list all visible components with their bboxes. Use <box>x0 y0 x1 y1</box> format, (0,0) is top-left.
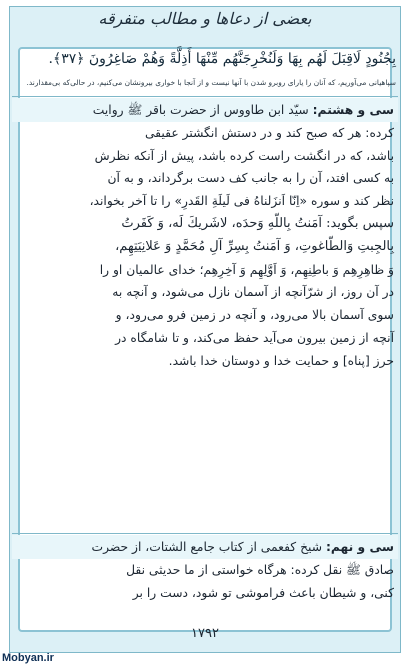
section-39-line: سی و نهم: شیخ کفعمی از کتاب جامع الشتات، از حضرت <box>91 540 394 554</box>
section-39-label: سی و نهم: <box>325 540 394 554</box>
section-38-line: آنچه از زمین بیرون می‌آید حفظ می‌کند، و تا شامگاه در <box>115 330 394 345</box>
section-38 <box>16 99 394 373</box>
section-38-line: حرز [پناه] و حمایت خدا و دوستان خدا باشد. <box>168 353 394 368</box>
site-watermark: Mobyan.ir <box>2 652 54 664</box>
page-header-title: بعضی از دعاها و مطالب متفرقه <box>98 9 312 28</box>
verse-translation: سپاهیانی می‌آوریم، که آنان را یارای روبرو شدن با آنها نیست و از آنجا با خواری بیرونشان می‌کنیم، در حالی‌که بی‌مقدارند. <box>26 78 396 87</box>
section-38-line: بِالجِبتِ وَالطّاغوتِ، وَ آمَنتُ بِسِرِّ آلِ مُحَمَّدٍ وَ عَلانِيَتِهِم، <box>115 238 394 254</box>
section-38-line: کرده: هر که صبح کند و در دستش انگشتر عقیقی <box>144 125 394 140</box>
section-38-line: باشد، که در انگشت راست کرده باشد، پیش از آنکه نظرش <box>94 148 394 163</box>
section-38-line: به کسی افتد، آن را به جانب کف دست برگرداند، و به آن <box>107 171 394 186</box>
quran-verse <box>14 48 396 70</box>
verse-arabic: بِجُنُودٍ لَاقِبَلَ لَهُم بِهَا وَلَنُخْرِجَنَّهُم مِّنْهَا أَذِلَّةً وَهُمْ صَاغِرُونَ ﴿۳۷﴾. <box>48 51 396 67</box>
section-38-line: وَ ظاهِرِهِم وَ باطِنِهِم، وَ اَوَّلِهِم وَ آخِرِهِم؛ خدای عالمیان او را <box>99 262 394 277</box>
section-38-label: سی و هشتم: <box>312 103 394 117</box>
section-38-line: سپس بگوید: آمَنتُ بِاللّهِ وَحدَه، لاشَریكَ لَه، وَ كَفَرتُ <box>121 215 394 231</box>
section-38-line: نظر کند و سوره «اِنّا اَنزَلناهُ فی لَیلَةِ القَدرِ» را تا آخر بخواند، <box>89 194 394 209</box>
section-divider <box>12 96 398 97</box>
section-38-line: سی و هشتم: سیّد ابن طاووس از حضرت باقر ﷺ روایت <box>92 103 394 117</box>
section-divider <box>12 533 398 534</box>
section-39-line: صادق ﷺ نقل کرده: هرگاه خواستی از ما حدیثی نقل <box>126 562 394 577</box>
page-number: ۱۷۹۲ <box>191 626 219 641</box>
section-39-line: کنی، و شیطان باعث فراموشی تو شود، دست را بر <box>132 585 394 600</box>
section-38-line: در آن روز، از شرّآنچه از آسمان نازل می‌شود، و آنچه به <box>112 285 394 300</box>
section-38-line: سوی آسمان بالا می‌رود، و آنچه در زمین فرو می‌رود، و <box>115 308 394 323</box>
section-39 <box>16 536 394 604</box>
